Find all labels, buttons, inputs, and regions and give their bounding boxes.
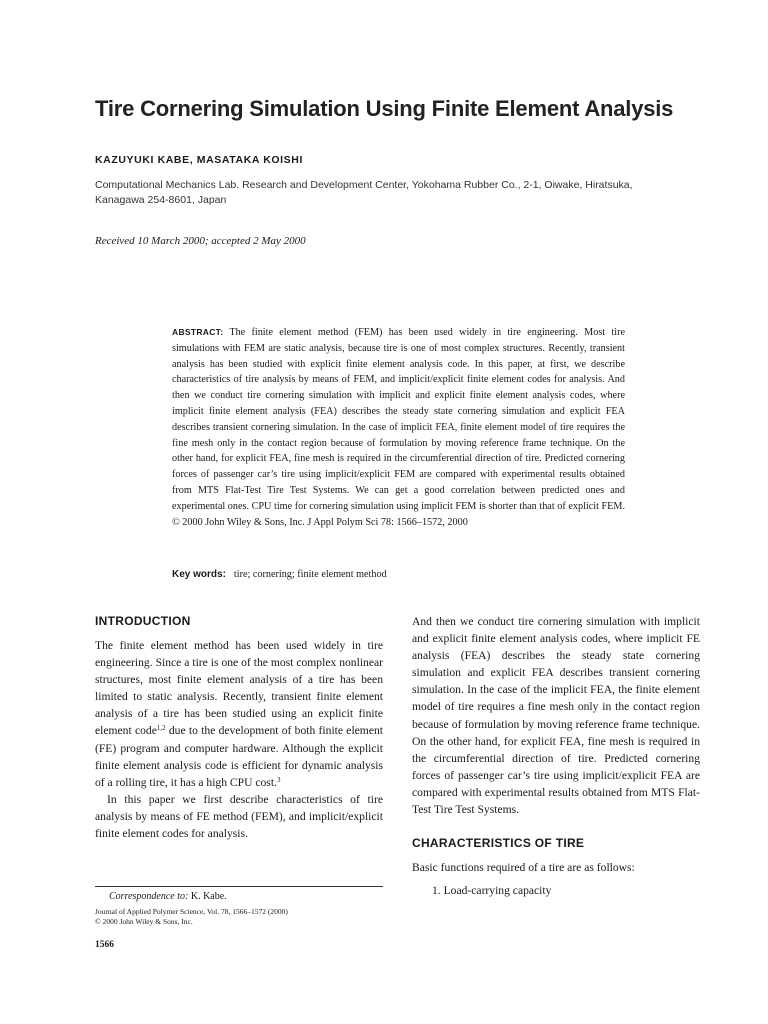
affiliation-line-2: Kanagawa 254-8601, Japan xyxy=(95,194,227,206)
authors: KAZUYUKI KABE, MASATAKA KOISHI xyxy=(95,154,303,166)
footnote-rule xyxy=(95,886,383,887)
copyright-line: © 2000 John Wiley & Sons, Inc. xyxy=(95,917,193,926)
citation-superscript: 1,2 xyxy=(156,724,166,733)
affiliation-line-1: Computational Mechanics Lab. Research and Development Center, Yokohama Rubber Co., 2-1, Oiwake, Hiratsuka, xyxy=(95,179,633,191)
right-column xyxy=(412,613,700,899)
characteristics-intro: Basic functions required of a tire are as follows: xyxy=(412,861,635,875)
correspondence-name: K. Kabe. xyxy=(188,891,227,902)
citation-superscript: 3 xyxy=(276,775,281,784)
keywords-text: tire; cornering; finite element method xyxy=(233,569,387,580)
abstract xyxy=(172,325,625,530)
correspondence-note xyxy=(109,891,227,902)
affiliation xyxy=(95,178,675,208)
intro-text: The finite element method has been used widely in tire engineering. Since a tire is one of the most complex nonlinear structures, most finite element analysis of a tire has been limited to static analysis. Recently, transient finite element analysis of a tire has been studied using an explicit finite element code xyxy=(95,639,383,738)
page-number: 1566 xyxy=(95,940,114,950)
correspondence-label: Correspondence to: xyxy=(109,891,189,902)
keywords xyxy=(172,569,387,580)
paper-title: Tire Cornering Simulation Using Finite Element Analysis xyxy=(95,96,674,121)
section-heading-characteristics: CHARACTERISTICS OF TIRE xyxy=(412,836,585,851)
abstract-label: ABSTRACT: xyxy=(172,327,224,337)
intro-paragraph-3: And then we conduct tire cornering simulation with implicit and explicit finite element analysis codes, where implicit FE analysis (FEA) describes the steady state cornering simulation and explicit FEA describes transient cornering simulation. In the case of the implicit FEA, the finite element model of tire requires a fine mesh only in the contact region because of formulation by moving reference frame technique. On the other hand, for explicit FEA, fine mesh is required in the circumferential direction of tire. Predicted cornering forces of passenger car’s tire using implicit/explicit FEA are compared with experimental results obtained from MTS Flat-Test Tire Test Systems. xyxy=(412,615,700,817)
abstract-text: The finite element method (FEM) has been used widely in tire engineering. Most tire simulations with FEM are static analysis, because tire is one of most complex structures. Recently, transient analysis has been studied with explicit finite element analysis code. In this paper, at first, we describe characteristics of tire analysis by means of FEM, and implicit/explicit finite element codes for analysis. And then we conduct tire cornering simulation with implicit and explicit finite element analysis codes, where implicit finite element analysis (FEA) describes the steady state cornering simulation and explicit FEA describes transient cornering simulation. In the case of implicit FEA, finite element model of tire requires the fine mesh only in the contact region because of formulation by moving reference frame technique. On the other hand, for explicit FEA, fine mesh is required in the circumferential direction of tire. Predicted cornering forces of passenger car’s tire using implicit/explicit FEM are compared with experimental results obtained from MTS Flat-Test Tire Test Systems. We can get a good correlation between predicted ones and experimental ones. CPU time for cornering simulation using implicit FEM is shorter than that of explicit FEM. © 2000 John Wiley & Sons, Inc. J Appl Polym Sci 78: 1566–1572, 2000 xyxy=(172,327,625,528)
intro-paragraph-1 xyxy=(95,637,383,791)
intro-paragraph-2: In this paper we first describe characteristics of tire analysis by means of FE method (FEM), and implicit/explicit finite element codes for analysis. xyxy=(95,792,383,841)
journal-info xyxy=(95,907,288,927)
received-date: Received 10 March 2000; accepted 2 May 2000 xyxy=(95,235,306,247)
intro-text: due to the development of both finite element (FE) program and computer hardware. Although the explicit finite element analysis code is efficient for dynamic analysis of a rolling tire, it has a high CPU cost. xyxy=(95,724,383,789)
left-column xyxy=(95,613,383,842)
journal-citation: Journal of Applied Polymer Science, Vol. 78, 1566–1572 (2000) xyxy=(95,907,288,916)
list-item: 1. Load-carrying capacity xyxy=(432,884,552,898)
keywords-label: Key words: xyxy=(172,569,226,580)
section-heading-introduction: INTRODUCTION xyxy=(95,614,191,628)
